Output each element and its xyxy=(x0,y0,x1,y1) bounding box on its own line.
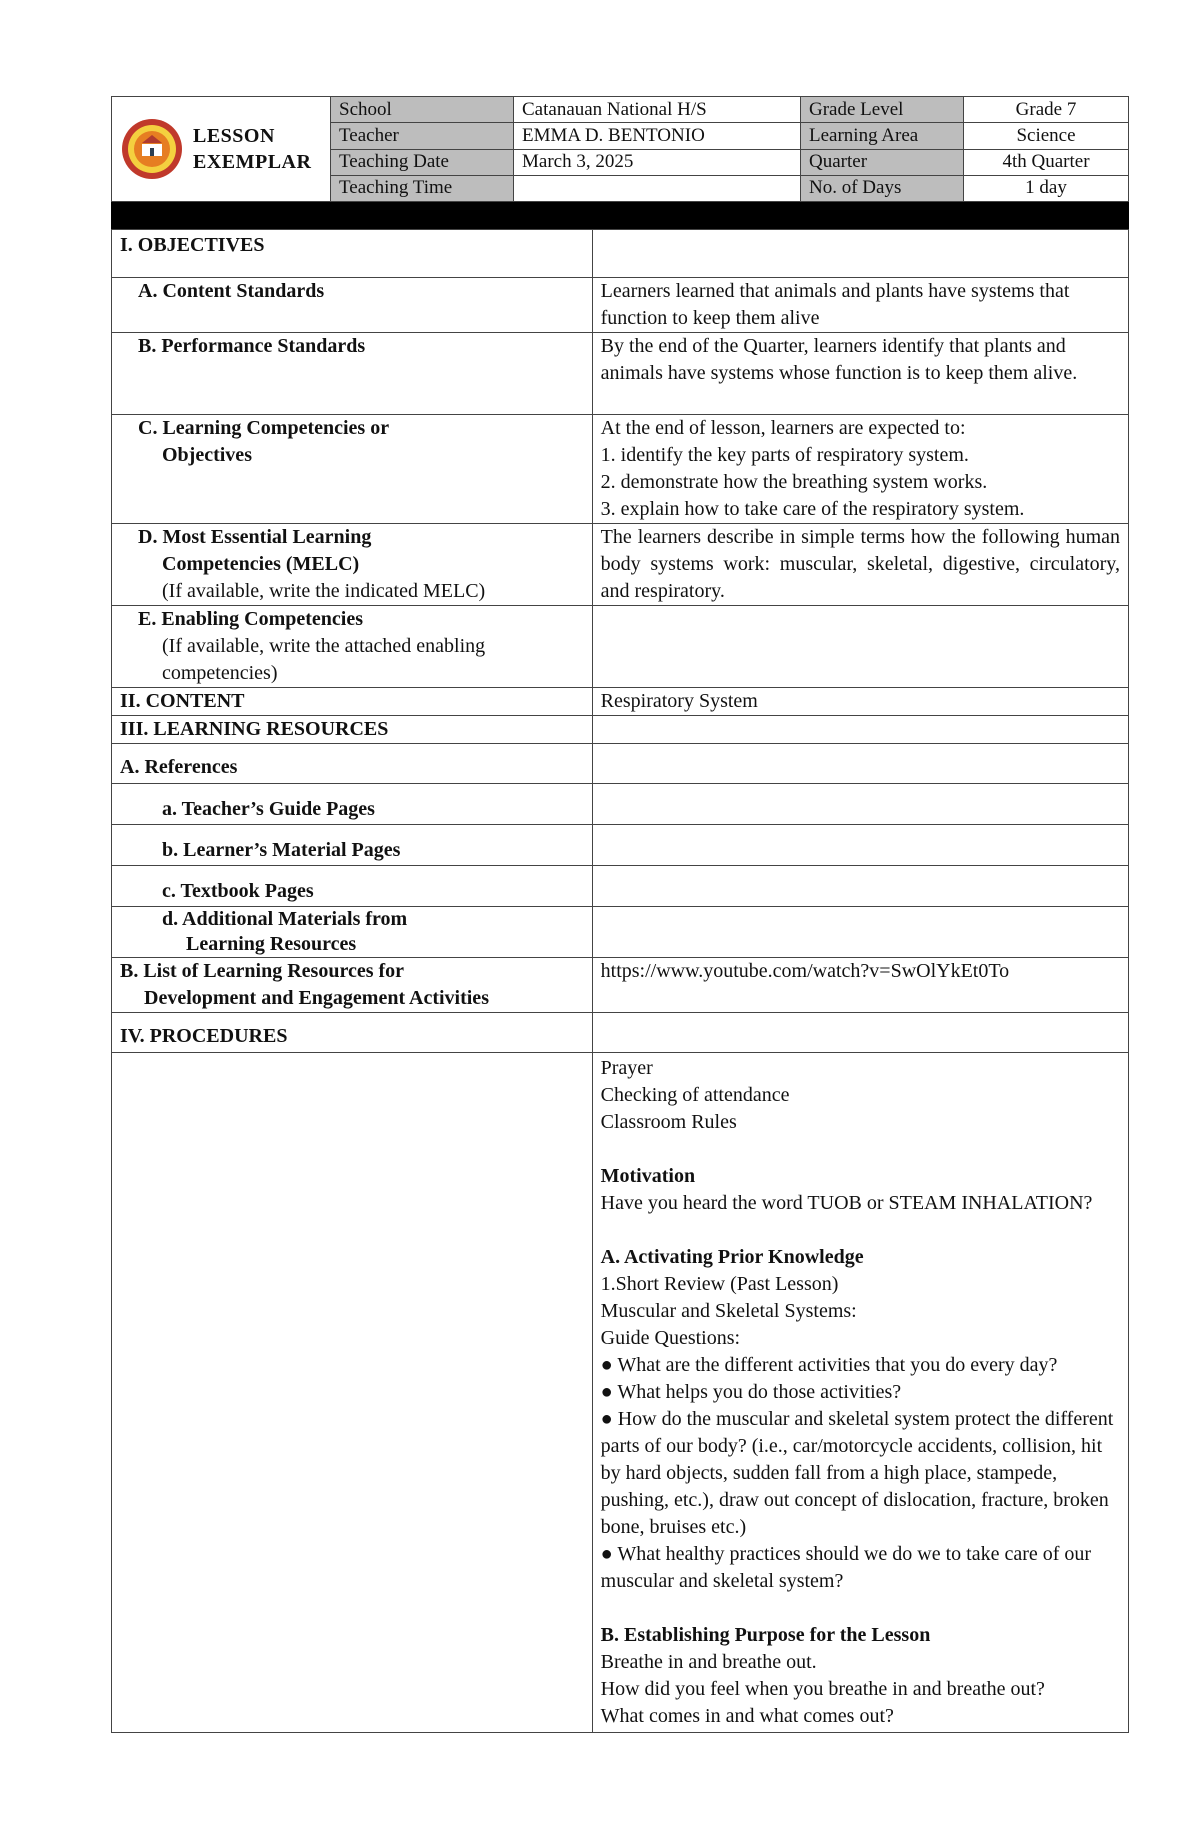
procedures-heading: IV. PROCEDURES xyxy=(112,1013,593,1053)
learning-area-value: Science xyxy=(964,123,1129,149)
melc-note: (If available, write the indicated MELC) xyxy=(162,580,486,602)
logo-cell xyxy=(112,97,331,202)
competency-item: 1. identify the key parts of respiratory system. xyxy=(600,444,969,466)
section-divider-bar xyxy=(111,202,1129,229)
enabling-label: E. Enabling Competencies xyxy=(138,608,364,630)
teaching-time-label: Teaching Time xyxy=(331,175,514,201)
activating-line: Guide Questions: xyxy=(600,1327,741,1349)
teachers-guide-label: a. Teacher’s Guide Pages xyxy=(112,784,593,825)
guide-question: ● What healthy practices should we do we to take care of our muscular and skeletal system? xyxy=(600,1543,1092,1592)
lesson-title-line2: EXEMPLAR xyxy=(193,151,312,173)
teaching-time-value xyxy=(514,175,801,201)
additional-materials-label xyxy=(112,907,593,958)
procedure-line: Classroom Rules xyxy=(600,1111,737,1133)
school-label: School xyxy=(331,97,514,123)
learning-competencies-label-line1: C. Learning Competencies or xyxy=(138,417,390,439)
grade-level-value: Grade 7 xyxy=(964,97,1129,123)
motivation-title: Motivation xyxy=(600,1165,696,1187)
guide-question: ● How do the muscular and skeletal system protect the different parts of our body? (i.e., car/motorcycle accidents, collision, hit by hard objects, sudden fall from a high place, stampede, pushing, etc.), draw out concept of dislocation, fracture, broken bone, bruises etc.) xyxy=(600,1408,1114,1538)
grade-level-label: Grade Level xyxy=(801,97,964,123)
competency-item: 3. explain how to take care of the respiratory system. xyxy=(600,498,1025,520)
purpose-line: Breathe in and breathe out. xyxy=(600,1651,817,1673)
references-label: A. References xyxy=(112,744,593,784)
learning-resources-heading: III. LEARNING RESOURCES xyxy=(112,716,593,744)
header-table xyxy=(111,96,1129,202)
lesson-exemplar-title xyxy=(193,123,311,175)
competency-item: 2. demonstrate how the breathing system works. xyxy=(600,471,988,493)
learning-competencies-label-line2: Objectives xyxy=(162,444,252,466)
lesson-title-line1: LESSON xyxy=(193,125,275,147)
learning-competencies-intro: At the end of lesson, learners are expected to: xyxy=(600,417,966,439)
lesson-plan-table xyxy=(111,229,1129,1733)
learning-competencies-text xyxy=(592,415,1128,524)
melc-label xyxy=(112,524,593,606)
content-heading: II. CONTENT xyxy=(112,688,593,716)
resource-link[interactable]: https://www.youtube.com/watch?v=SwOlYkEt0To xyxy=(592,958,1128,1013)
textbook-label: c. Textbook Pages xyxy=(112,866,593,907)
content-text: Respiratory System xyxy=(592,688,1128,716)
objectives-heading: I. OBJECTIVES xyxy=(112,230,593,278)
performance-standards-text: By the end of the Quarter, learners identify that plants and animals have systems whose function is to keep them alive. xyxy=(592,333,1128,415)
enabling-note-line2: competencies) xyxy=(162,662,278,684)
activating-line: 1.Short Review (Past Lesson) xyxy=(600,1273,839,1295)
learning-area-label: Learning Area xyxy=(801,123,964,149)
enabling-competencies-label xyxy=(112,606,593,688)
melc-text: The learners describe in simple terms how the following human body systems work: muscular, skeletal, digestive, circulatory, and respiratory. xyxy=(592,524,1128,606)
additional-materials-line1: d. Additional Materials from xyxy=(162,908,408,930)
procedure-line: Prayer xyxy=(600,1057,653,1079)
melc-label-line1: D. Most Essential Learning xyxy=(138,526,372,548)
list-of-resources-label xyxy=(112,958,593,1013)
list-of-resources-line2: Development and Engagement Activities xyxy=(144,987,489,1009)
quarter-value: 4th Quarter xyxy=(964,149,1129,175)
content-standards-text: Learners learned that animals and plants have systems that function to keep them alive xyxy=(592,278,1128,333)
content-standards-label: A. Content Standards xyxy=(112,278,593,333)
enabling-note-line1: (If available, write the attached enabling xyxy=(162,635,486,657)
school-seal-icon xyxy=(121,118,183,180)
activating-prior-knowledge-title: A. Activating Prior Knowledge xyxy=(600,1246,864,1268)
purpose-line: How did you feel when you breathe in and breathe out? xyxy=(600,1678,1045,1700)
no-of-days-label: No. of Days xyxy=(801,175,964,201)
learners-material-label: b. Learner’s Material Pages xyxy=(112,825,593,866)
enabling-competencies-text xyxy=(592,606,1128,688)
performance-standards-label: B. Performance Standards xyxy=(112,333,593,415)
teaching-date-label: Teaching Date xyxy=(331,149,514,175)
motivation-text: Have you heard the word TUOB or STEAM INHALATION? xyxy=(600,1192,1093,1214)
lesson-exemplar-page xyxy=(111,96,1129,1733)
guide-question: ● What helps you do those activities? xyxy=(600,1381,902,1403)
guide-question: ● What are the different activities that you do every day? xyxy=(600,1354,1058,1376)
establishing-purpose-title: B. Establishing Purpose for the Lesson xyxy=(600,1624,931,1646)
school-value: Catanauan National H/S xyxy=(514,97,801,123)
activating-line: Muscular and Skeletal Systems: xyxy=(600,1300,857,1322)
learning-competencies-label xyxy=(112,415,593,524)
no-of-days-value: 1 day xyxy=(964,175,1129,201)
purpose-line: What comes in and what comes out? xyxy=(600,1705,894,1727)
melc-label-line2: Competencies (MELC) xyxy=(162,553,360,575)
procedure-line: Checking of attendance xyxy=(600,1084,790,1106)
list-of-resources-line1: B. List of Learning Resources for xyxy=(120,960,405,982)
teaching-date-value: March 3, 2025 xyxy=(514,149,801,175)
procedures-content xyxy=(592,1053,1128,1733)
additional-materials-line2: Learning Resources xyxy=(186,933,357,955)
teacher-value: EMMA D. BENTONIO xyxy=(514,123,801,149)
quarter-label: Quarter xyxy=(801,149,964,175)
teacher-label: Teacher xyxy=(331,123,514,149)
